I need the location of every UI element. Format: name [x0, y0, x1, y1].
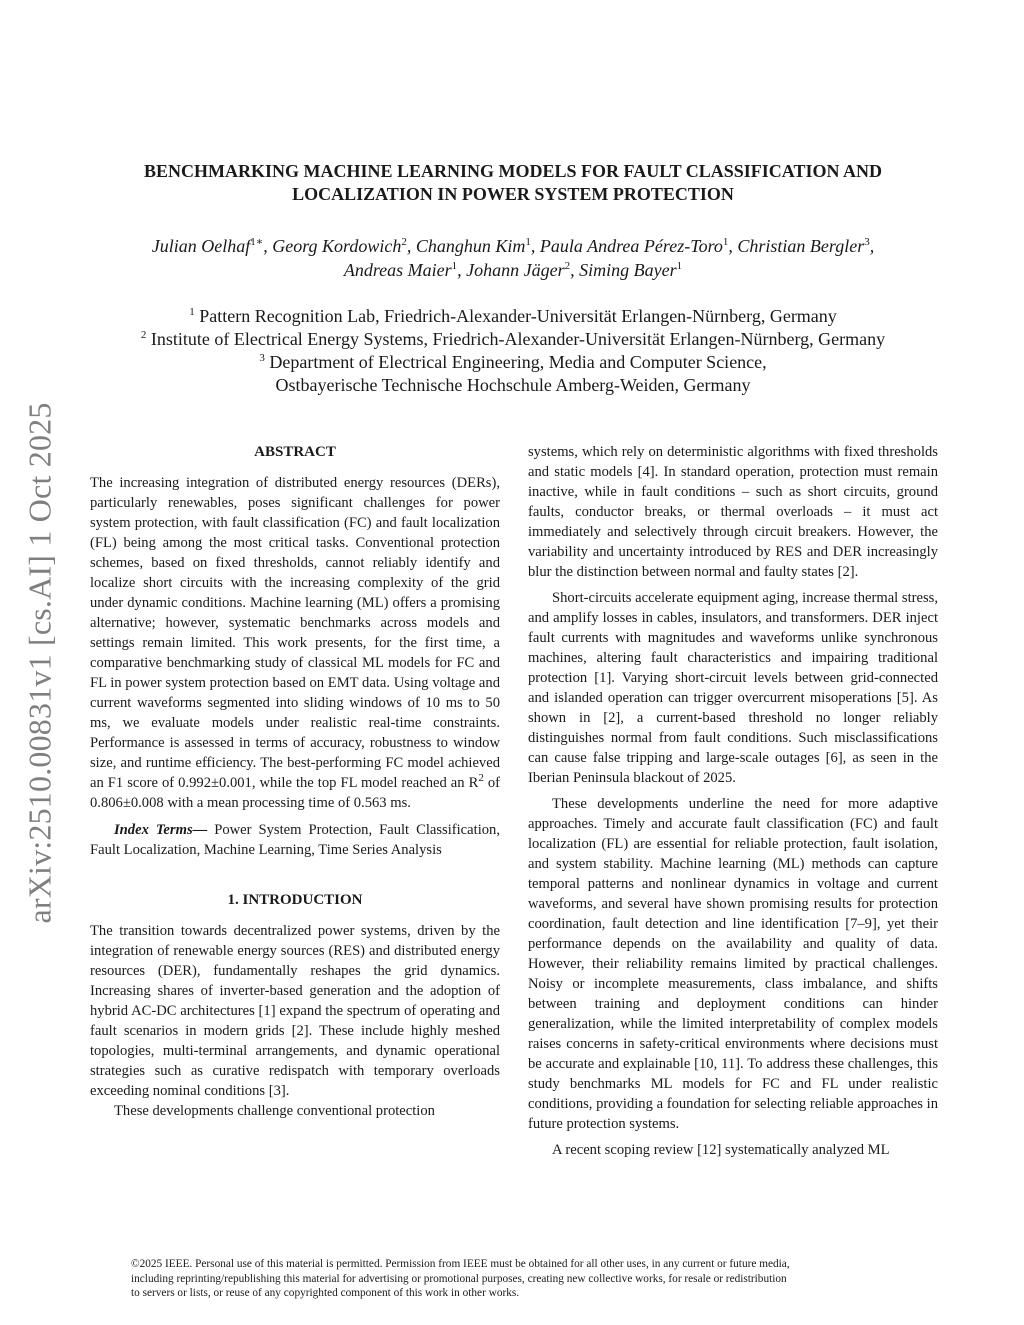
arxiv-id: arXiv:2510.00831v1 [cs.AI] 1 Oct 2025 — [21, 401, 58, 924]
abstract-heading: ABSTRACT — [254, 444, 336, 460]
affiliation: Ostbayerische Technische Hochschule Amberg-Weiden, Germany — [275, 375, 751, 395]
author-sup: 1 — [676, 260, 683, 272]
author: Paula Andrea Pérez-Toro — [539, 236, 723, 256]
index-terms: Index Terms— Power System Protection, Fault Classification, Fault Localization, Machine Learning, Time Series Analysis — [90, 822, 500, 858]
author: Changhun Kim — [415, 236, 526, 256]
author: Andreas Maier — [343, 260, 452, 280]
footer-line: to servers or lists, or reuse of any copyrighted component of this work in other works. — [131, 1287, 520, 1299]
affiliation: $^3$ Department of Electrical Engineering, Media and Computer Science, — [259, 352, 767, 372]
paragraph: A recent scoping review [12] systematically analyzed ML — [552, 1142, 890, 1158]
copyright-footer — [131, 1257, 931, 1301]
author-sup: 1 — [525, 236, 531, 248]
author-sup: 1 — [722, 236, 729, 248]
author-sup: 2 — [564, 260, 571, 272]
author: Johann Jäger — [466, 260, 565, 280]
paragraph: systems, which rely on deterministic algorithms with fixed thresholds and static models [4]. In standard operation, protection must remain inactive, while in fault conditions – such as short circuits, ground faults, conductor breaks, or thermal overloads – it must act immediately and selectively through circuit breakers. However, the variability and uncertainty introduced by RES and DER increasingly blur the distinction between normal and faulty states [2]. — [528, 444, 938, 580]
index-terms-label: Index Terms— — [114, 822, 208, 838]
footer-line: ©2025 IEEE. Personal use of this material is permitted. Permission from IEEE must be obtained for all other uses, in any current or future media, — [131, 1258, 790, 1270]
author-sup: 3 — [864, 236, 870, 248]
paragraph: These developments underline the need for more adaptive approaches. Timely and accurate fault classification (FC) and fault localization (FL) are essential for reliable protection, fault isolation, and system stability. Machine learning (ML) methods can capture temporal patterns and nonlinear dynamics in voltage and current waveforms, and several have shown promising results for protection coordination, fault detection and line identification [7–9], yet their performance depends on the availability and quality of data. However, their reliability remains limited by practical challenges. Noisy or incomplete measurements, class imbalance, and shifts between training and deployment conditions can hinder generalization, while the limited interpretability of complex models raises concerns in safety-critical environments where decisions must be accurate and explainable [10, 11]. To address these challenges, this study benchmarks ML models for FC and FL under realistic conditions, providing a foundation for selecting reliable approaches in future protection systems. — [528, 796, 938, 1132]
title-line-1: BENCHMARKING MACHINE LEARNING MODELS FOR FAULT CLASSIFICATION AND — [144, 161, 882, 181]
author: Siming Bayer — [579, 260, 677, 280]
author: Julian Oelhaf — [151, 236, 251, 256]
author: Christian Bergler — [737, 236, 865, 256]
author-sup: 1∗ — [250, 236, 264, 248]
affiliation-list — [90, 305, 936, 397]
introduction-heading: 1. INTRODUCTION — [227, 892, 363, 908]
footer-line: including reprinting/republishing this material for advertising or promotional purposes, creating new collective works, for resale or redistribution — [131, 1272, 787, 1285]
paper-title — [90, 160, 936, 206]
paragraph: These developments challenge conventional protection — [114, 1103, 435, 1119]
right-column — [528, 442, 938, 1160]
abstract-text: The increasing integration of distributed energy resources (DERs), particularly renewables, poses significant challenges for power system protection, with fault classification (FC) and fault localization (FL) being among the most critical tasks. Conventional protection schemes, based on fixed thresholds, cannot reliably identify and localize short circuits with the increasing complexity of the grid under dynamic conditions. Machine learning (ML) offers a promising alternative; however, systematic benchmarks across models and settings remain limited. This work presents, for the first time, a comparative benchmarking study of classical ML models for FC and FL in power system protection based on EMT data. Using voltage and current waveforms segmented into sliding windows of 10 ms to 50 ms, we evaluate models under realistic real-time constraints. Performance is assessed in terms of accuracy, robustness to window size, and runtime efficiency. The best-performing FC model achieved an F1 score of 0.992±0.001, while the top FL model reached an $R^2$ of 0.806±0.008 with a mean processing time of 0.563 ms. — [90, 475, 500, 811]
author-sup: 1 — [451, 260, 458, 272]
affiliation: $^2$ Institute of Electrical Energy Systems, Friedrich-Alexander-Universität Erlangen-Nürnberg, Germany — [140, 329, 886, 349]
title-line-2: LOCALIZATION IN POWER SYSTEM PROTECTION — [292, 184, 734, 204]
paragraph: The transition towards decentralized power systems, driven by the integration of renewable energy sources (RES) and distributed energy resources (DER), fundamentally reshapes the grid dynamics. Increasing shares of inverter-based generation and the adoption of hybrid AC-DC architectures [1] expand the spectrum of operating and fault scenarios in modern grids [2]. These include highly meshed topologies, multi-terminal arrangements, and dynamic operational strategies such as curative redispatch with temporary overloads exceeding nominal conditions [3]. — [90, 923, 500, 1099]
paragraph: Short-circuits accelerate equipment aging, increase thermal stress, and amplify losses in cables, insulators, and transformers. DER inject fault currents with magnitudes and waveforms unlike synchronous machines, altering fault characteristics and impairing traditional protection [1]. Varying short-circuit levels between grid-connected and islanded operation can trigger overcurrent misoperations [5]. As shown in [2], a current-based threshold no longer reliably distinguishes normal from fault conditions. Such misclassifications can cause false tripping and large-scale outages [6], as seen in the Iberian Peninsula blackout of 2025. — [528, 590, 938, 786]
author-sup: 2 — [401, 236, 407, 248]
arxiv-stamp — [19, 390, 61, 935]
author: Georg Kordowich — [272, 236, 402, 256]
author-list: Julian Oelhaf$^{1∗}$, Georg Kordowich$^2$, Changhun Kim$^1$, Paula Andrea Pérez-Toro$^1$, Christian Bergler$^3$, Andreas Maier$^1$, Johann Jäger$^2$, Siming Bayer$^1$ — [151, 236, 875, 280]
left-column — [90, 442, 500, 1121]
affiliation: $^1$ Pattern Recognition Lab, Friedrich-Alexander-Universität Erlangen-Nürnberg, Germany — [189, 306, 837, 326]
